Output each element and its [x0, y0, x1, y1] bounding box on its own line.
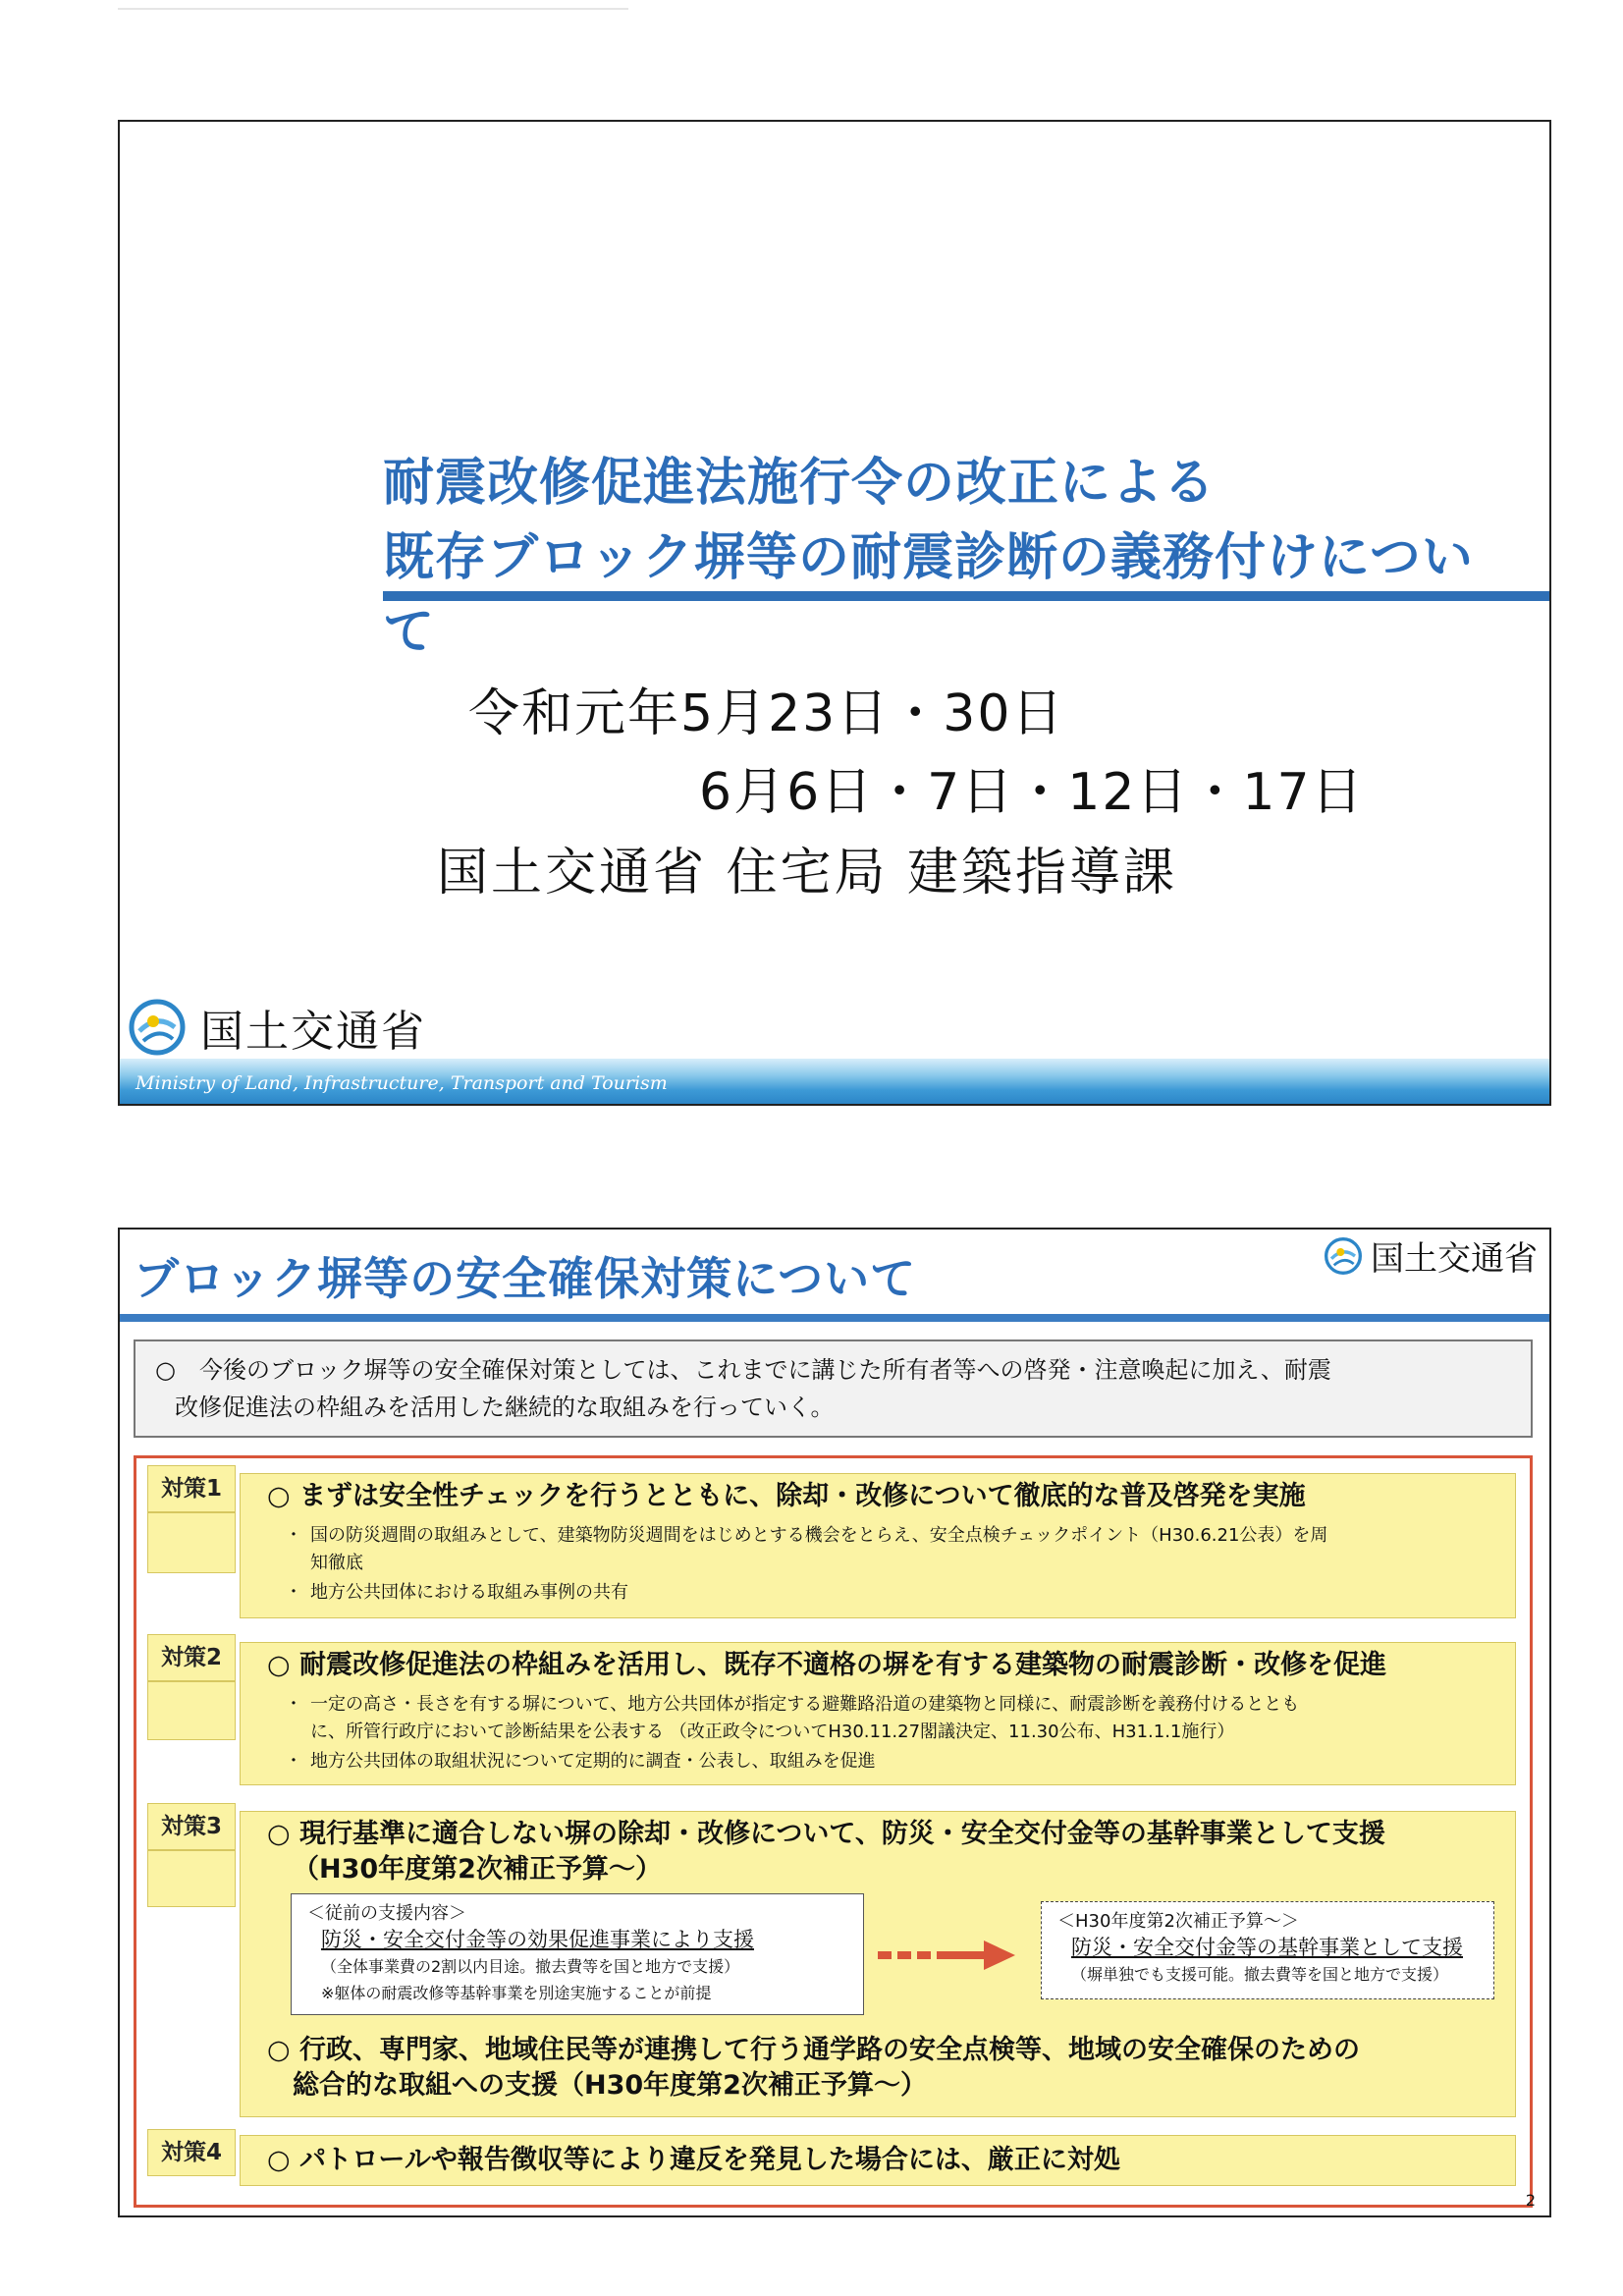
new-box-main: 防災・安全交付金等の基幹事業として支援: [1071, 1936, 1463, 1959]
measure-2-bullet-1: ・ 一定の高さ・長さを有する塀について、地方公共団体が指定する避難路沿道の建築物と同様に、耐震診断を義務付けるととも に、所管行政庁において診断結果を公表する （改正政令についてH30.11.27閣議決定、11.30公布、H31.1.1施行）: [285, 1691, 1502, 1746]
date-line-2: 6月6日・7日・12日・17日: [699, 763, 1365, 822]
organization: 国土交通省 住宅局 建築指導課: [437, 844, 1178, 902]
measure-tag-2: 対策2: [147, 1634, 236, 1681]
bullet-text: 地方公共団体における取組み事例の共有: [310, 1582, 628, 1603]
logo-text: 国土交通省: [200, 1007, 426, 1057]
slide1-title-line2: 既存ブロック塀等の耐震診断の義務付けについて: [383, 528, 1474, 662]
measures-slide: [118, 1228, 1551, 2217]
bullet-text: 一定の高さ・長さを有する塀について、地方公共団体が指定する避難路沿道の建築物と同様に、耐震診断を義務付けるととも: [310, 1694, 1300, 1715]
title-slide: [118, 120, 1551, 1106]
title-underline: [120, 1314, 1549, 1322]
heading-line-1: ○ 行政、専門家、地域住民等が連携して行う通学路の安全点検等、地域の安全確保のための: [267, 2035, 1360, 2065]
mlit-logo-icon: [128, 998, 187, 1057]
new-box-title: ＜H30年度第2次補正予算～＞: [1057, 1911, 1299, 1932]
measure-heading-2: ○ 耐震改修促進法の枠組みを活用し、既存不適格の塀を有する建築物の耐震診断・改修を促進: [267, 1650, 1386, 1680]
measure-heading-3b: [267, 2033, 1360, 2104]
measure-tag-4: 対策4: [147, 2129, 236, 2176]
heading-line-1: ○ 現行基準に適合しない塀の除却・改修について、防災・安全交付金等の基幹事業として支援: [267, 1819, 1385, 1849]
measure-tag-1-fill: [147, 1512, 236, 1573]
measure-tag-3: 対策3: [147, 1803, 236, 1850]
intro-line-1: ○ 今後のブロック塀等の安全確保対策としては、これまでに講じた所有者等への啓発・注意喚起に加え、耐震: [155, 1356, 1331, 1384]
measure-1-bullet-1: ・ 国の防災週間の取組みとして、建築物防災週間をはじめとする機会をとらえ、安全点検チェックポイント（H30.6.21公表）を周 知徹底: [285, 1522, 1492, 1577]
slide1-title: [383, 446, 1512, 670]
bullet-text-cont: に、所管行政庁において診断結果を公表する （改正政令についてH30.11.27閣議決定、11.30公布、H31.1.1施行）: [310, 1722, 1235, 1742]
measure-heading-3: [267, 1817, 1385, 1887]
intro-line-2: 改修促進法の枠組みを活用した継続的な取組みを行っていく。: [175, 1394, 835, 1421]
mlit-logo-icon: [1324, 1236, 1363, 1276]
measure-tag-3-fill: [147, 1850, 236, 1907]
measure-tag-2-fill: [147, 1681, 236, 1740]
heading-line-2: 総合的な取組への支援（H30年度第2次補正予算～）: [293, 2070, 927, 2101]
scan-artifact: [118, 8, 628, 10]
title-underline: [383, 591, 1551, 601]
bullet-text: 国の防災週間の取組みとして、建築物防災週間をはじめとする機会をとらえ、安全点検チェックポイント（H30.6.21公表）を周: [310, 1525, 1328, 1546]
slide2-title: ブロック塀等の安全確保対策について: [134, 1252, 917, 1305]
bullet-text-cont: 知徹底: [310, 1553, 363, 1573]
bullet-text: 地方公共団体の取組状況について定期的に調査・公表し、取組みを促進: [310, 1751, 876, 1772]
new-support-box: [1041, 1901, 1494, 1999]
ministry-logo-small: [1324, 1231, 1538, 1280]
ministry-english-name: Ministry of Land, Infrastructure, Transport and Tourism: [135, 1072, 668, 1094]
measure-heading-1: ○ まずは安全性チェックを行うとともに、除却・改修について徹底的な普及啓発を実施: [267, 1481, 1306, 1511]
prev-box-main: 防災・安全交付金等の効果促進事業により支援: [321, 1928, 754, 1951]
footer-band: [120, 1059, 1549, 1104]
prev-box-title: ＜従前の支援内容＞: [307, 1903, 466, 1924]
measure-tag-1: 対策1: [147, 1465, 236, 1512]
measure-heading-4: ○ パトロールや報告徴収等により違反を発見した場合には、厳正に対処: [267, 2145, 1120, 2175]
logo-text: 国土交通省: [1371, 1239, 1538, 1279]
ministry-logo: [128, 996, 426, 1059]
page-number: 2: [1525, 2191, 1536, 2210]
date-line-1: 令和元年5月23日・30日: [468, 684, 1065, 743]
previous-support-box: [291, 1893, 864, 2015]
measure-2-bullet-2: ・ 地方公共団体の取組状況について定期的に調査・公表し、取組みを促進: [285, 1751, 876, 1772]
slide1-title-line1: 耐震改修促進法施行令の改正による: [383, 454, 1217, 513]
prev-box-note-1: （全体事業費の2割以内目途。撤去費等を国と地方で支援）: [321, 1957, 740, 1976]
intro-box: [134, 1339, 1533, 1438]
measure-1-bullet-2: ・ 地方公共団体における取組み事例の共有: [285, 1582, 628, 1603]
prev-box-note-2: ※躯体の耐震改修等基幹事業を別途実施することが前提: [321, 1984, 712, 2002]
right-arrow-icon: [878, 1939, 1025, 1972]
heading-line-2: （H30年度第2次補正予算～）: [293, 1854, 662, 1885]
new-box-note-1: （塀単独でも支援可能。撤去費等を国と地方で支援）: [1071, 1965, 1449, 1984]
